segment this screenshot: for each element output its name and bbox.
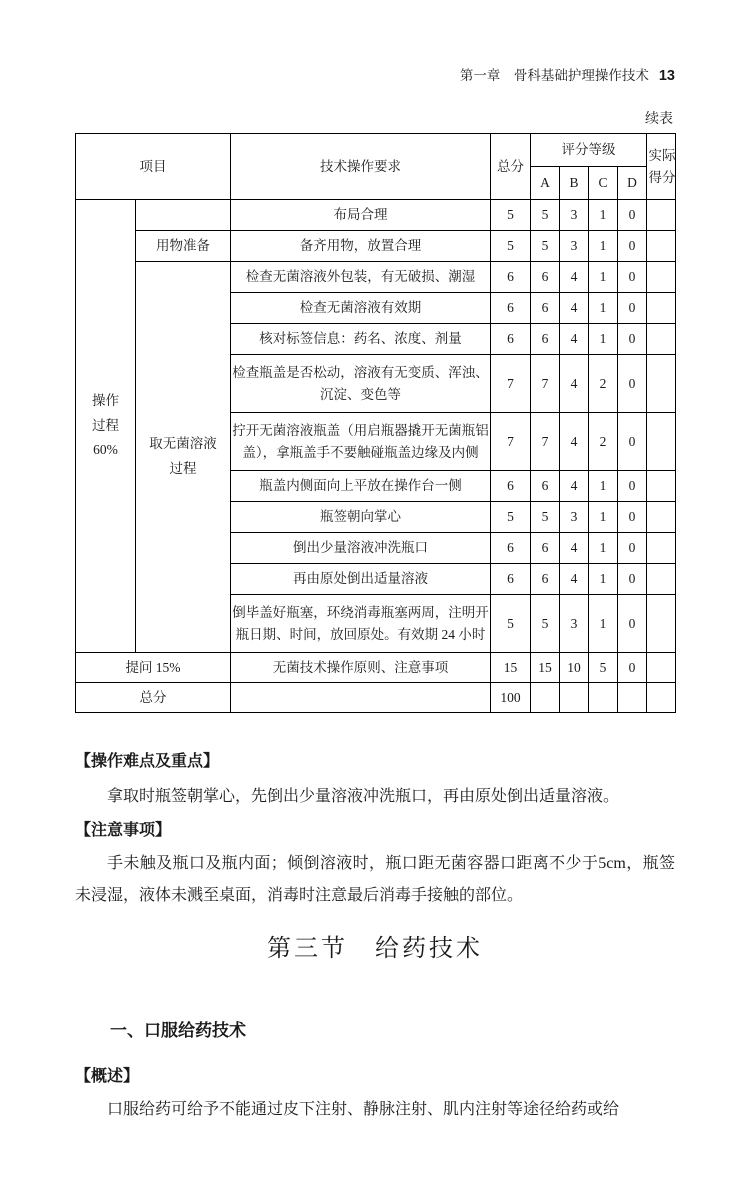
actual-score-cell [647, 595, 676, 653]
score-cell: 1 [589, 324, 618, 355]
score-cell: 0 [618, 413, 647, 471]
actual-score-cell [647, 324, 676, 355]
total-score-cell: 100 [491, 683, 531, 713]
actual-score-cell [647, 413, 676, 471]
grade-a: A [531, 167, 560, 200]
requirement-cell: 布局合理 [231, 200, 491, 231]
score-cell: 6 [531, 262, 560, 293]
actual-score-cell [647, 564, 676, 595]
score-cell: 6 [531, 293, 560, 324]
actual-score-cell [647, 502, 676, 533]
score-cell-empty [560, 683, 589, 713]
score-cell: 5 [491, 200, 531, 231]
table-row [76, 262, 676, 293]
table-row [76, 231, 676, 262]
score-cell: 6 [491, 293, 531, 324]
score-cell: 4 [560, 324, 589, 355]
score-cell: 6 [531, 564, 560, 595]
score-cell: 6 [531, 533, 560, 564]
score-cell: 4 [560, 471, 589, 502]
actual-score-cell [647, 471, 676, 502]
score-cell: 1 [589, 293, 618, 324]
running-header [460, 64, 675, 84]
score-cell: 3 [560, 595, 589, 653]
requirement-cell: 检查瓶盖是否松动，溶液有无变质、浑浊、沉淀、变色等 [231, 355, 491, 413]
requirement-cell: 瓶盖内侧面向上平放在操作台一侧 [231, 471, 491, 502]
score-cell: 1 [589, 533, 618, 564]
process-group-percent: 60% [93, 442, 118, 458]
score-cell: 0 [618, 595, 647, 653]
subgroup-sterile-label: 取无菌溶液过程 [149, 436, 217, 476]
score-cell: 0 [618, 231, 647, 262]
header-item: 项目 [76, 134, 231, 200]
requirement-cell: 核对标签信息：药名、浓度、剂量 [231, 324, 491, 355]
actual-score-cell [647, 293, 676, 324]
requirement-cell: 瓶签朝向掌心 [231, 502, 491, 533]
requirement-cell: 倒出少量溶液冲洗瓶口 [231, 533, 491, 564]
score-cell: 5 [589, 653, 618, 683]
score-cell-empty [618, 683, 647, 713]
grade-d: D [618, 167, 647, 200]
grade-b: B [560, 167, 589, 200]
score-cell: 5 [491, 231, 531, 262]
score-cell: 5 [531, 502, 560, 533]
score-cell: 0 [618, 471, 647, 502]
subgroup-cell-empty [136, 200, 231, 231]
score-cell: 3 [560, 502, 589, 533]
requirement-cell-empty [231, 683, 491, 713]
score-cell: 0 [618, 293, 647, 324]
header-grade-group: 评分等级 [531, 134, 647, 167]
score-cell: 0 [618, 200, 647, 231]
header-actual-score: 实际得分 [647, 134, 676, 200]
requirement-cell: 备齐用物，放置合理 [231, 231, 491, 262]
score-cell: 7 [531, 413, 560, 471]
score-cell: 4 [560, 355, 589, 413]
score-cell: 3 [560, 200, 589, 231]
overview-heading: 【概述】 [75, 1068, 140, 1085]
score-cell: 1 [589, 471, 618, 502]
notes-paragraph: 手未触及瓶口及瓶内面；倾倒溶液时，瓶口距无菌容器口距离不少于5cm，瓶签未浸湿，液体未溅至桌面，消毒时注意最后消毒手接触的部位。 [75, 855, 675, 904]
actual-score-cell [647, 355, 676, 413]
score-cell: 5 [491, 595, 531, 653]
notes-heading: 【注意事项】 [75, 822, 172, 839]
score-cell: 5 [531, 595, 560, 653]
subgroup-sterile-cell [136, 262, 231, 653]
score-cell: 10 [560, 653, 589, 683]
score-cell: 15 [531, 653, 560, 683]
score-table [75, 133, 676, 713]
score-cell: 5 [491, 502, 531, 533]
total-row [76, 683, 676, 713]
score-cell: 5 [531, 231, 560, 262]
score-cell-empty [531, 683, 560, 713]
continued-table-label: 续表 [645, 112, 673, 127]
score-cell: 1 [589, 262, 618, 293]
actual-score-cell [647, 231, 676, 262]
score-cell: 0 [618, 653, 647, 683]
score-cell: 3 [560, 231, 589, 262]
page-number: 13 [658, 68, 675, 84]
score-cell: 2 [589, 355, 618, 413]
score-cell: 0 [618, 502, 647, 533]
section-title: 第三节 给药技术 [267, 936, 483, 962]
actual-score-cell [647, 200, 676, 231]
score-cell-empty [589, 683, 618, 713]
score-cell: 1 [589, 200, 618, 231]
score-cell: 0 [618, 262, 647, 293]
requirement-cell: 倒毕盖好瓶塞，环绕消毒瓶塞两周，注明开瓶日期、时间，放回原处。有效期 24 小时 [231, 595, 491, 653]
question-label: 提问 15% [76, 653, 231, 683]
score-cell: 4 [560, 564, 589, 595]
actual-score-cell [647, 533, 676, 564]
score-cell: 1 [589, 502, 618, 533]
score-cell: 5 [531, 200, 560, 231]
score-cell: 4 [560, 262, 589, 293]
requirement-cell: 无菌技术操作原则、注意事项 [231, 653, 491, 683]
score-cell: 6 [491, 533, 531, 564]
score-cell: 0 [618, 324, 647, 355]
requirement-cell: 拧开无菌溶液瓶盖（用启瓶器撬开无菌瓶铝盖），拿瓶盖手不要触碰瓶盖边缘及内侧 [231, 413, 491, 471]
requirement-cell: 检查无菌溶液有效期 [231, 293, 491, 324]
score-cell: 0 [618, 533, 647, 564]
score-cell: 1 [589, 564, 618, 595]
subgroup-prep-cell: 用物准备 [136, 231, 231, 262]
subsection-title: 一、口服给药技术 [110, 1021, 246, 1040]
process-group-cell [76, 200, 136, 653]
score-cell: 15 [491, 653, 531, 683]
score-cell: 6 [491, 564, 531, 595]
total-label: 总分 [76, 683, 231, 713]
score-cell: 4 [560, 293, 589, 324]
actual-score-cell [647, 653, 676, 683]
process-group-label: 操作过程 [92, 392, 119, 433]
requirement-cell: 检查无菌溶液外包装，有无破损、潮湿 [231, 262, 491, 293]
actual-score-cell [647, 683, 676, 713]
table-row [76, 200, 676, 231]
score-cell: 1 [589, 231, 618, 262]
table-header-row [76, 134, 676, 167]
overview-paragraph: 口服给药可给予不能通过皮下注射、静脉注射、肌内注射等途径给药或给 [107, 1101, 620, 1118]
score-cell: 7 [491, 413, 531, 471]
score-cell: 2 [589, 413, 618, 471]
score-cell: 6 [531, 324, 560, 355]
score-cell: 6 [491, 262, 531, 293]
chapter-title: 第一章 骨科基础护理操作技术 [459, 68, 649, 83]
grade-c: C [589, 167, 618, 200]
score-cell: 6 [491, 471, 531, 502]
header-requirement: 技术操作要求 [231, 134, 491, 200]
requirement-cell: 再由原处倒出适量溶液 [231, 564, 491, 595]
score-cell: 7 [491, 355, 531, 413]
question-row [76, 653, 676, 683]
score-cell: 0 [618, 564, 647, 595]
header-total: 总分 [491, 134, 531, 200]
score-cell: 7 [531, 355, 560, 413]
difficulty-paragraph: 拿取时瓶签朝掌心，先倒出少量溶液冲洗瓶口，再由原处倒出适量溶液。 [107, 788, 620, 805]
actual-score-cell [647, 262, 676, 293]
difficulty-heading: 【操作难点及重点】 [75, 753, 220, 770]
score-cell: 6 [531, 471, 560, 502]
score-cell: 1 [589, 595, 618, 653]
score-cell: 4 [560, 413, 589, 471]
score-cell: 6 [491, 324, 531, 355]
score-cell: 4 [560, 533, 589, 564]
score-cell: 0 [618, 355, 647, 413]
